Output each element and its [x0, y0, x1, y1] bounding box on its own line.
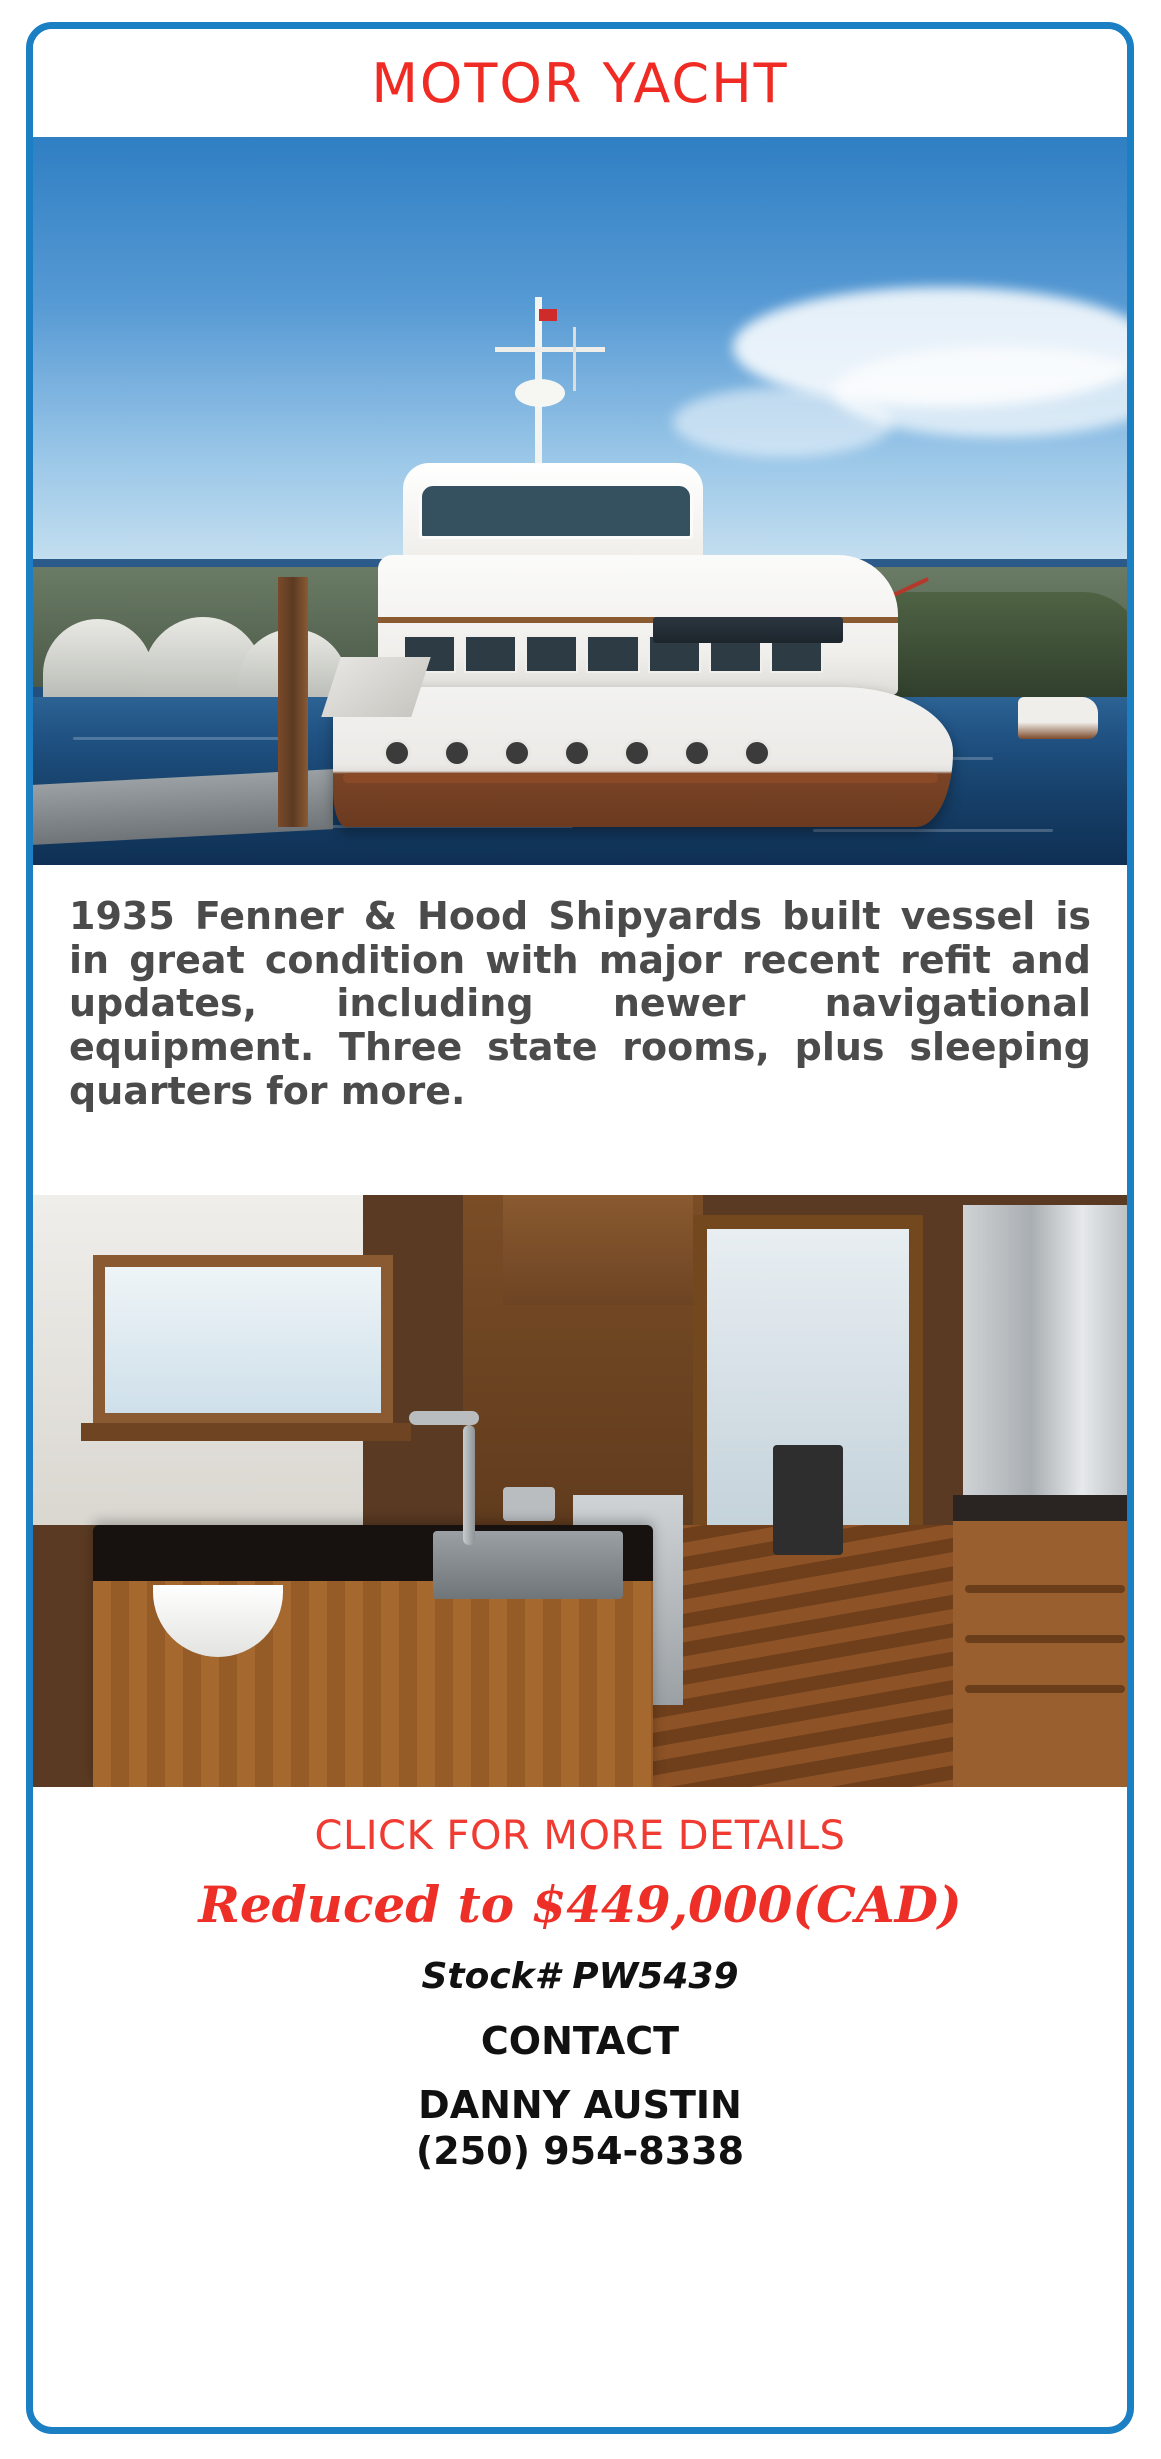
- contact-label: CONTACT: [480, 2019, 680, 2063]
- porthole: [563, 739, 591, 767]
- trash-bin: [773, 1445, 843, 1555]
- galley-window: [93, 1255, 393, 1425]
- refrigerator: [963, 1205, 1127, 1505]
- exterior-yacht-photo: [33, 137, 1127, 865]
- page-title: MOTOR YACHT: [371, 51, 789, 115]
- window-sill: [81, 1423, 411, 1441]
- hull-stripe: [343, 773, 938, 783]
- drawer: [965, 1685, 1125, 1693]
- right-counter: [953, 1495, 1127, 1787]
- radar-dome: [515, 379, 565, 407]
- porthole: [683, 739, 711, 767]
- interior-galley-photo: [33, 1195, 1127, 1787]
- yacht: [323, 287, 963, 847]
- stock-number: Stock# PW5439: [421, 1956, 739, 1997]
- antenna: [573, 327, 576, 391]
- footer-details: [33, 1787, 1127, 2192]
- contact-name: DANNY AUSTIN: [418, 2083, 742, 2127]
- cabin-window: [525, 635, 578, 673]
- price-text: Reduced to $449,000(CAD): [198, 1875, 962, 1934]
- piling: [278, 577, 308, 827]
- more-details-link[interactable]: CLICK FOR MORE DETAILS: [314, 1813, 846, 1859]
- porthole: [623, 739, 651, 767]
- background-boat: [1018, 697, 1098, 739]
- title-bar: [33, 29, 1127, 137]
- drawer: [965, 1585, 1125, 1593]
- aft-awning: [653, 617, 843, 643]
- yacht-listing-card[interactable]: [26, 22, 1134, 2434]
- pot: [503, 1487, 555, 1521]
- description-text: 1935 Fenner & Hood Shipyards built vessel is in great condition with major recent refit and updates, including newer navigational equipment. Three state rooms, plus sleeping quarters for more.: [69, 894, 1091, 1113]
- flag: [539, 309, 557, 321]
- contact-phone[interactable]: (250) 954-8338: [415, 2128, 745, 2173]
- upper-cabinet: [503, 1195, 693, 1305]
- porthole: [443, 739, 471, 767]
- porthole: [743, 739, 771, 767]
- bridge-windows: [419, 483, 693, 539]
- porthole-row: [383, 739, 803, 765]
- mast-arm: [495, 347, 605, 352]
- cabin-window: [464, 635, 517, 673]
- drawer: [965, 1635, 1125, 1643]
- description-block: [33, 865, 1127, 1195]
- porthole: [503, 739, 531, 767]
- ripple: [73, 737, 293, 740]
- porthole: [383, 739, 411, 767]
- faucet: [463, 1425, 475, 1545]
- sink: [433, 1531, 623, 1599]
- cabin-window: [586, 635, 639, 673]
